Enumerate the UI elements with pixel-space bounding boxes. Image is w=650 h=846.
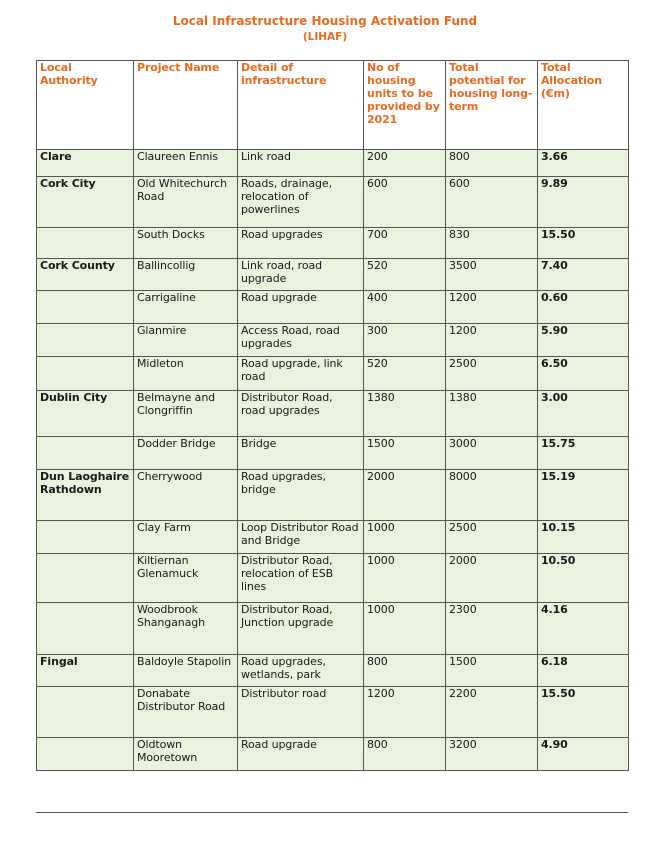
cell-housing-units: 1000 xyxy=(364,521,446,554)
cell-housing-units: 1380 xyxy=(364,391,446,437)
cell-housing-units: 800 xyxy=(364,655,446,687)
cell-detail: Link road xyxy=(238,150,364,177)
cell-total-allocation: 9.89 xyxy=(538,177,629,228)
cell-housing-potential: 3000 xyxy=(446,437,538,470)
cell-total-allocation: 6.18 xyxy=(538,655,629,687)
cell-housing-potential: 2500 xyxy=(446,357,538,391)
cell-detail: Road upgrades, wetlands, park xyxy=(238,655,364,687)
cell-total-allocation: 10.15 xyxy=(538,521,629,554)
table-row xyxy=(37,324,629,357)
cell-total-allocation: 15.50 xyxy=(538,687,629,738)
cell-project-name: Ballincollig xyxy=(134,259,238,291)
table-row xyxy=(37,470,629,521)
header-project-name: Project Name xyxy=(134,61,238,150)
cell-detail: Distributor Road, relocation of ESB lines xyxy=(238,554,364,603)
cell-detail: Distributor road xyxy=(238,687,364,738)
cell-detail: Road upgrade xyxy=(238,291,364,324)
cell-total-allocation: 4.90 xyxy=(538,738,629,771)
cell-housing-units: 800 xyxy=(364,738,446,771)
cell-housing-units: 700 xyxy=(364,228,446,259)
cell-total-allocation: 4.16 xyxy=(538,603,629,655)
cell-housing-potential: 1380 xyxy=(446,391,538,437)
cell-detail: Link road, road upgrade xyxy=(238,259,364,291)
cell-total-allocation: 0.60 xyxy=(538,291,629,324)
cell-local-authority: Dun Laoghaire Rathdown xyxy=(37,470,134,521)
cell-detail: Road upgrades xyxy=(238,228,364,259)
cell-detail: Access Road, road upgrades xyxy=(238,324,364,357)
cell-housing-units: 520 xyxy=(364,357,446,391)
cell-local-authority xyxy=(37,738,134,771)
cell-housing-potential: 2500 xyxy=(446,521,538,554)
cell-housing-units: 400 xyxy=(364,291,446,324)
cell-housing-units: 1000 xyxy=(364,554,446,603)
cell-total-allocation: 5.90 xyxy=(538,324,629,357)
cell-housing-potential: 1200 xyxy=(446,291,538,324)
cell-housing-units: 2000 xyxy=(364,470,446,521)
cell-housing-units: 200 xyxy=(364,150,446,177)
cell-local-authority xyxy=(37,687,134,738)
cell-project-name: Old Whitechurch Road xyxy=(134,177,238,228)
cell-housing-potential: 830 xyxy=(446,228,538,259)
cell-project-name: Baldoyle Stapolin xyxy=(134,655,238,687)
cell-local-authority xyxy=(37,291,134,324)
cell-local-authority xyxy=(37,324,134,357)
cell-housing-units: 300 xyxy=(364,324,446,357)
lihaf-table xyxy=(36,60,629,771)
cell-project-name: Claureen Ennis xyxy=(134,150,238,177)
table-row xyxy=(37,437,629,470)
cell-local-authority xyxy=(37,437,134,470)
cell-housing-potential: 1500 xyxy=(446,655,538,687)
cell-local-authority: Dublin City xyxy=(37,391,134,437)
cell-project-name: Kiltiernan Glenamuck xyxy=(134,554,238,603)
cell-project-name: Clay Farm xyxy=(134,521,238,554)
cell-total-allocation: 6.50 xyxy=(538,357,629,391)
cell-total-allocation: 3.00 xyxy=(538,391,629,437)
cell-total-allocation: 7.40 xyxy=(538,259,629,291)
cell-detail: Distributor Road, road upgrades xyxy=(238,391,364,437)
cell-housing-units: 1500 xyxy=(364,437,446,470)
table-row xyxy=(37,738,629,771)
table-row xyxy=(37,259,629,291)
header-housing-potential: Total potential for housing long-term xyxy=(446,61,538,150)
cell-detail: Road upgrade xyxy=(238,738,364,771)
cell-project-name: Belmayne and Clongriffin xyxy=(134,391,238,437)
table-row xyxy=(37,687,629,738)
table-row xyxy=(37,150,629,177)
cell-local-authority xyxy=(37,228,134,259)
cell-housing-potential: 2000 xyxy=(446,554,538,603)
cell-detail: Road upgrades, bridge xyxy=(238,470,364,521)
cell-project-name: Donabate Distributor Road xyxy=(134,687,238,738)
cell-project-name: South Docks xyxy=(134,228,238,259)
cell-total-allocation: 15.19 xyxy=(538,470,629,521)
cell-project-name: Carrigaline xyxy=(134,291,238,324)
cell-local-authority xyxy=(37,554,134,603)
cell-detail: Loop Distributor Road and Bridge xyxy=(238,521,364,554)
cell-local-authority xyxy=(37,357,134,391)
cell-housing-potential: 1200 xyxy=(446,324,538,357)
table-row xyxy=(37,228,629,259)
cell-project-name: Midleton xyxy=(134,357,238,391)
header-housing-units: No of housing units to be provided by 2021 xyxy=(364,61,446,150)
cell-housing-potential: 800 xyxy=(446,150,538,177)
cell-housing-units: 1000 xyxy=(364,603,446,655)
cell-detail: Roads, drainage, relocation of powerlines xyxy=(238,177,364,228)
cell-housing-potential: 3200 xyxy=(446,738,538,771)
table-row xyxy=(37,554,629,603)
cell-detail: Distributor Road, Junction upgrade xyxy=(238,603,364,655)
cell-housing-potential: 2300 xyxy=(446,603,538,655)
cell-project-name: Dodder Bridge xyxy=(134,437,238,470)
table-row xyxy=(37,655,629,687)
cell-local-authority xyxy=(37,603,134,655)
cell-detail: Road upgrade, link road xyxy=(238,357,364,391)
header-total-allocation: Total Allocation (€m) xyxy=(538,61,629,150)
document-title: Local Infrastructure Housing Activation Fund xyxy=(172,14,478,28)
cell-project-name: Oldtown Mooretown xyxy=(134,738,238,771)
cell-project-name: Cherrywood xyxy=(134,470,238,521)
cell-total-allocation: 15.50 xyxy=(538,228,629,259)
cell-local-authority: Clare xyxy=(37,150,134,177)
cell-total-allocation: 3.66 xyxy=(538,150,629,177)
cell-local-authority xyxy=(37,521,134,554)
cell-total-allocation: 10.50 xyxy=(538,554,629,603)
cell-housing-potential: 600 xyxy=(446,177,538,228)
header-local-authority: Local Authority xyxy=(37,61,134,150)
cell-detail: Bridge xyxy=(238,437,364,470)
cell-housing-potential: 3500 xyxy=(446,259,538,291)
table-row xyxy=(37,177,629,228)
cell-housing-units: 600 xyxy=(364,177,446,228)
cell-housing-units: 1200 xyxy=(364,687,446,738)
cell-housing-potential: 8000 xyxy=(446,470,538,521)
table-row xyxy=(37,357,629,391)
header-row xyxy=(37,61,629,150)
cell-total-allocation: 15.75 xyxy=(538,437,629,470)
header-detail: Detail of infrastructure xyxy=(238,61,364,150)
cell-local-authority: Fingal xyxy=(37,655,134,687)
cell-project-name: Woodbrook Shanganagh xyxy=(134,603,238,655)
table-row xyxy=(37,391,629,437)
cell-local-authority: Cork County xyxy=(37,259,134,291)
cell-housing-units: 520 xyxy=(364,259,446,291)
table-row xyxy=(37,291,629,324)
document-subtitle: (LIHAF) xyxy=(302,31,348,43)
footer-divider xyxy=(36,812,628,813)
table-row xyxy=(37,603,629,655)
cell-housing-potential: 2200 xyxy=(446,687,538,738)
cell-project-name: Glanmire xyxy=(134,324,238,357)
cell-local-authority: Cork City xyxy=(37,177,134,228)
table-row xyxy=(37,521,629,554)
